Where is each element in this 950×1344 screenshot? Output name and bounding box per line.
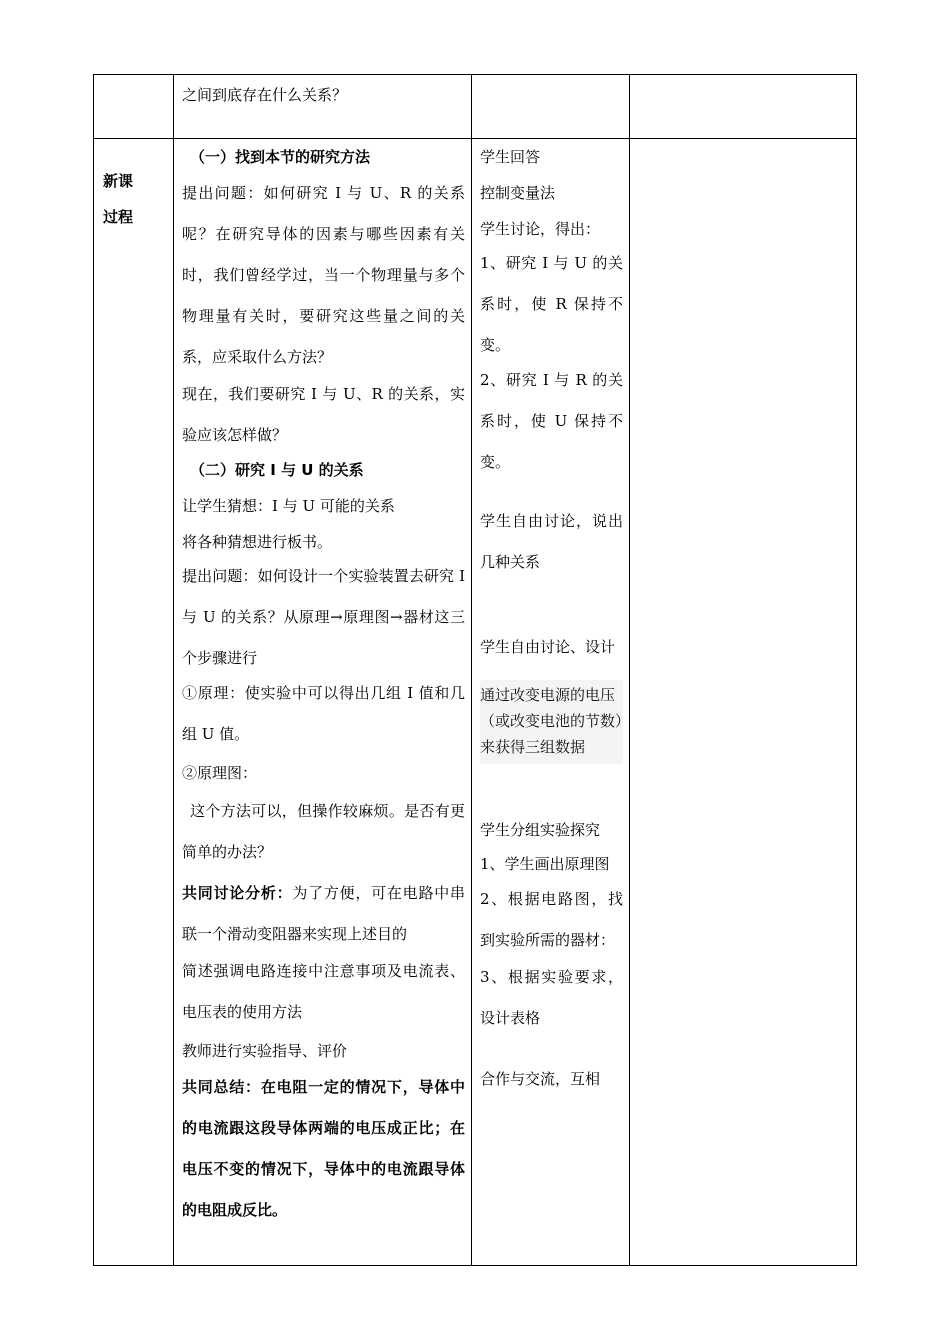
teacher-notes: 简述强调电路连接中注意事项及电流表、电压表的使用方法: [182, 962, 465, 1021]
teacher-diagram: ②原理图：: [182, 764, 258, 782]
teacher-question-2: 现在，我们要研究 I 与 U、R 的关系，实验应该怎样做？: [182, 385, 465, 444]
student-answer: 学生回答: [480, 148, 541, 166]
student-point-1: 1、研究 I 与 U 的关系时，使 R 保持不变。: [480, 254, 623, 354]
student-step-3: 3、根据实验要求，设计表格: [480, 968, 623, 1027]
teacher-method-note: 这个方法可以，但操作较麻烦。是否有更简单的办法？: [182, 802, 465, 861]
student-step-2: 2、根据电路图，找到实验所需的器材：: [480, 890, 623, 949]
discussion-label: 共同讨论分析：: [182, 884, 293, 902]
heading-research-method: （一）找到本节的研究方法: [190, 148, 371, 166]
section-label-line2: 过程: [103, 208, 134, 226]
row1-teacher-cell: [173, 77, 471, 113]
teacher-summary: 共同总结：在电阻一定的情况下，导体中的电流跟这段导体两端的电压成正比；在电压不变的情况下，导体中的电流跟导体的电阻成反比。: [182, 1078, 465, 1219]
teacher-question-3: 提出问题：如何设计一个实验装置去研究 I 与 U 的关系？从原理→原理图→器材这三个步骤进行: [182, 567, 465, 667]
student-free-discussion: 学生自由讨论，说出几种关系: [480, 512, 623, 571]
teacher-question-1: 提出问题：如何研究 I 与 U、R 的关系呢？在研究导体的因素与哪些因素有关时，我们曾经学过，当一个物理量与多个物理量有关时，要研究这些量之间的关系，应采取什么方法？: [182, 184, 465, 366]
teacher-guidance: 教师进行实验指导、评价: [182, 1042, 348, 1060]
student-answer-image-text: 通过改变电源的电压（或改变电池的节数）来获得三组数据: [480, 680, 623, 764]
student-group-experiment: 学生分组实验探究: [480, 821, 601, 839]
teacher-discussion: [182, 873, 465, 955]
row1-text: 之间到底存在什么关系？: [182, 86, 348, 104]
student-discuss: 学生讨论，得出：: [480, 220, 601, 238]
teacher-activity-cell: [173, 139, 471, 1231]
student-step-1: 1、学生画出原理图: [480, 855, 610, 873]
lesson-table: [93, 74, 857, 1266]
row2-label-cell: [94, 163, 173, 235]
column-divider: [629, 75, 630, 1265]
heading-i-u-relation: （二）研究 I 与 U 的关系: [190, 461, 364, 479]
student-method: 控制变量法: [480, 184, 556, 202]
student-cooperation: 合作与交流，互相: [480, 1070, 601, 1088]
student-point-2: 2、研究 I 与 R 的关系时，使 U 保持不变。: [480, 371, 623, 471]
discussion-text: 为了方便，可在电路中串联一个滑动变阻器来实现上述目的: [182, 884, 465, 943]
student-activity-cell: [471, 139, 629, 1097]
teacher-board: 将各种猜想进行板书。: [182, 533, 333, 551]
teacher-guess: 让学生猜想：I 与 U 可能的关系: [182, 497, 395, 515]
teacher-principle: ①原理：使实验中可以得出几组 I 值和几组 U 值。: [182, 684, 465, 743]
section-label-line1: 新课: [103, 172, 134, 190]
student-design: 学生自由讨论、设计: [480, 638, 616, 656]
